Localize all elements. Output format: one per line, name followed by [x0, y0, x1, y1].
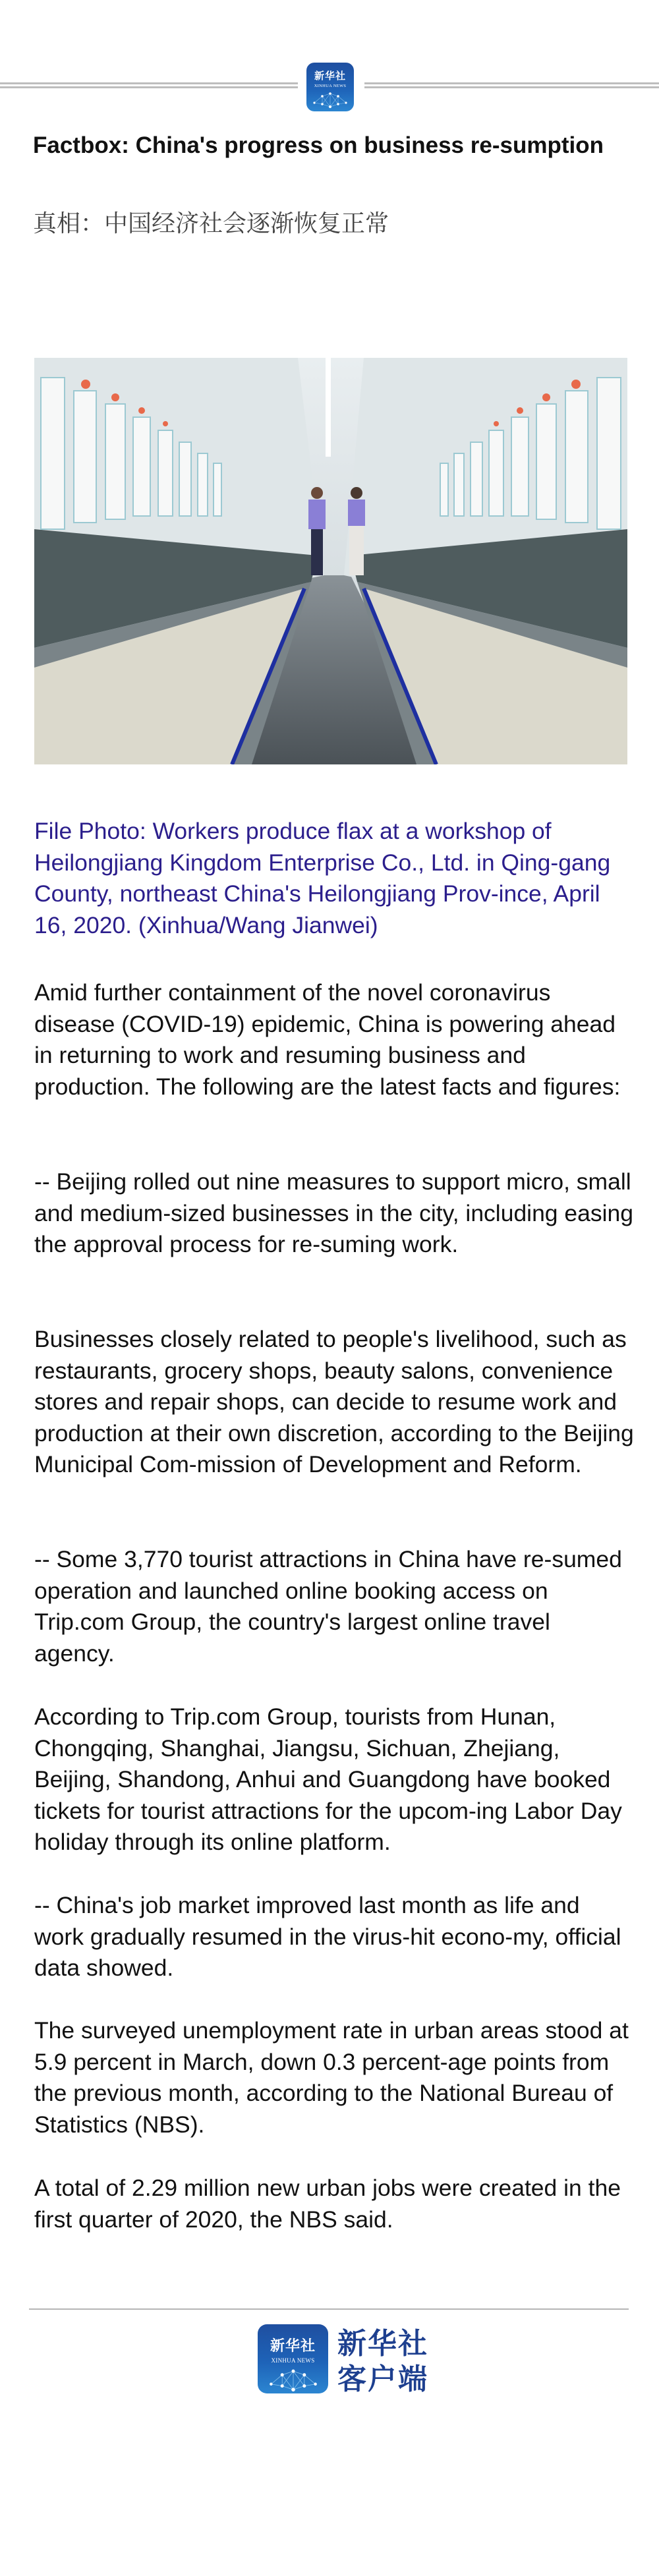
article-paragraph: According to Trip.com Group, tourists from Hunan, Chongqing, Shanghai, Jiangsu, Sichuan, Zhejiang, Beijing, Shandong, Anhui and Guangdong have booked tickets for tourist attractions for the upcom-ing Labor Day holiday through its online platform. [34, 1703, 622, 1855]
article-paragraph: The surveyed unemployment rate in urban areas stood at 5.9 percent in March, down 0.3 percent-age points from the previous month, according to the National Bureau of Statistics (NBS). [34, 2017, 629, 2138]
article-paragraph: Amid further containment of the novel coronavirus disease (COVID-19) epidemic, China is powering ahead in returning to work and resuming business and production. The following are the latest facts and figures: [34, 979, 621, 1100]
xinhua-news-logo-icon [258, 2324, 328, 2393]
logo-en-text: XINHUA NEWS [314, 84, 347, 88]
logo-en-text: XINHUA NEWS [271, 2357, 315, 2364]
article-paragraph: Businesses closely related to people's livelihood, such as restaurants, grocery shops, beauty salons, convenience stores and repair shops, can decide to resume work and production at their own discretion, according to the Beijing Municipal Com-mission of Development and Reform. [34, 1326, 634, 1477]
network-dots-icon [310, 88, 350, 108]
photo-caption: File Photo: Workers produce flax at a workshop of Heilongjiang Kingdom Enterprise Co., Ltd. in Qing-gang County, northeast China's Heilongjiang Prov-ince, April 16, 2020. (Xinhua/Wang Jianwei) [34, 818, 611, 938]
network-dots-icon [264, 2364, 323, 2391]
header-divider-right [364, 86, 659, 88]
footer-wordmark [337, 2326, 428, 2397]
xinhua-news-logo-icon [306, 63, 354, 111]
header-divider-left [0, 86, 298, 88]
article-subtitle-cn: 真相：中国经济社会逐渐恢复正常 [33, 210, 389, 237]
logo-cn-text: 新华社 [270, 2338, 316, 2355]
logo-cn-text: 新华社 [314, 70, 346, 82]
article-paragraph: A total of 2.29 million new urban jobs were created in the first quarter of 2020, the NBS said. [34, 2175, 621, 2233]
textile-workshop-photo [34, 358, 627, 764]
article-paragraph: -- China's job market improved last month as life and work gradually resumed in the virus-hit econo-my, official data showed. [34, 1892, 621, 1981]
article-title: Factbox: China's progress on business re-sumption [33, 132, 604, 158]
wordmark-line1: 新华社 [337, 2327, 428, 2361]
wordmark-line2: 客户端 [337, 2362, 428, 2396]
article-photo [34, 358, 627, 764]
article-paragraph: -- Beijing rolled out nine measures to support micro, small and medium-sized businesses in the city, including easing the approval process for re-suming work. [34, 1168, 634, 1257]
header-divider-right [364, 82, 659, 84]
article-paragraph: -- Some 3,770 tourist attractions in China have re-sumed operation and launched online booking access on Trip.com Group, the country's largest online travel agency. [34, 1546, 622, 1667]
footer-divider [29, 2308, 629, 2310]
header-divider-left [0, 82, 298, 84]
page-header [0, 0, 659, 125]
